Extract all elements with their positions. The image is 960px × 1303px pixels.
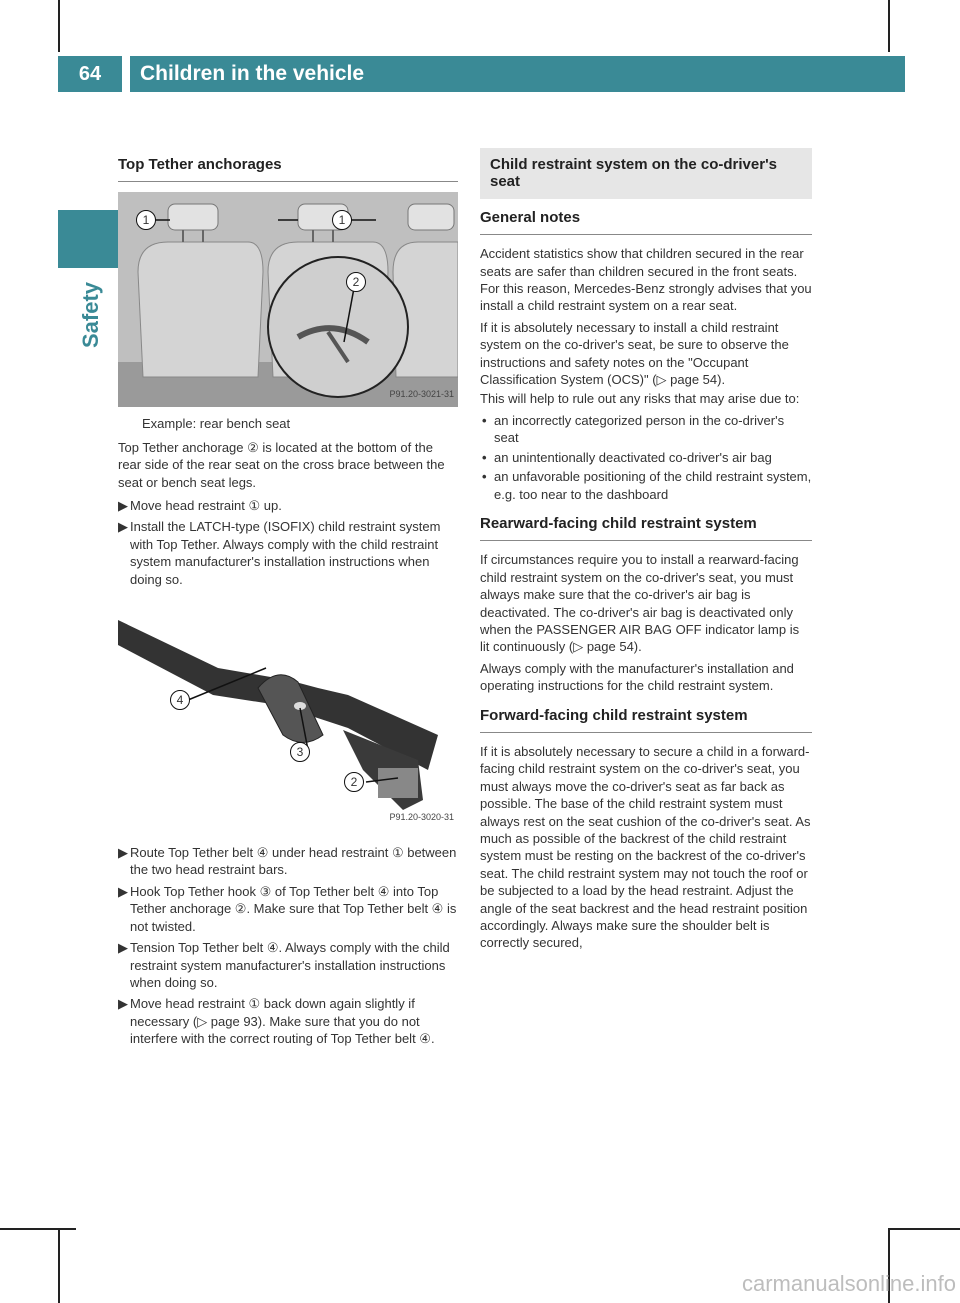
- paragraph: If it is absolutely necessary to secure a child in a forward-facing child restraint system on the co-driver's seat, you must always move the co-driver's seat as far back as possible. The base of the child restraint system must always rest on the seat cushion of the co-driver's seat. As much as possible of the backrest of the child restraint system must be resting on the backrest of the co-driver's seat. The child restraint system may not touch the roof or be subjected to a load by the head restraint. Adjust the angle of the seat backrest and the head restraint position accordingly. Always make sure the shoulder belt is correctly secured,: [480, 743, 811, 951]
- step-marker: ▶: [118, 940, 128, 956]
- left-column: [118, 148, 458, 1048]
- paragraph: If it is absolutely necessary to install a child restraint system on the co-driver's seat, be sure to observe the instructions and safety notes on the "Occupant Classification System (OCS)" (▷ page 54).: [480, 319, 789, 388]
- callout-2: 2: [344, 772, 364, 792]
- paragraph: Top Tether anchorage ② is located at the bottom of the rear side of the rear seat on the cross brace between the seat or bench seat legs.: [118, 439, 445, 490]
- list-item: [480, 449, 812, 466]
- section-heading: General notes: [480, 199, 812, 235]
- crop-mark: [58, 0, 60, 52]
- crop-mark: [888, 0, 890, 52]
- bullet-text: an unintentionally deactivated co-driver's air bag: [494, 449, 772, 465]
- crop-mark: [888, 1228, 960, 1230]
- step-list: [118, 497, 458, 588]
- crop-mark: [58, 1228, 60, 1303]
- list-item: [480, 412, 812, 447]
- callout-4: 4: [170, 690, 190, 710]
- step-text: Install the LATCH-type (ISOFIX) child restraint system with Top Tether. Always comply with the child restraint system manufacturer's installation instructions when doing so.: [130, 519, 441, 587]
- callout-1-left: 1: [136, 210, 156, 230]
- right-column: [480, 148, 812, 952]
- list-item: [118, 883, 458, 935]
- bullet: •: [482, 412, 487, 428]
- callout-1-right: 1: [332, 210, 352, 230]
- step-text: Route Top Tether belt ④ under head restraint ① between the two head restraint bars.: [130, 845, 457, 878]
- section-heading: Forward-facing child restraint system: [480, 695, 812, 733]
- callout-2: 2: [346, 272, 366, 292]
- rear-bench-illustration: [118, 192, 458, 407]
- step-marker: ▶: [118, 996, 128, 1012]
- bullet-list: [480, 412, 812, 503]
- page-title: Children in the vehicle: [140, 62, 365, 85]
- chapter-heading: Child restraint system on the co-driver's seat: [490, 156, 777, 191]
- step-text: Tension Top Tether belt ④. Always comply with the child restraint system manufacturer's installation instructions when doing so.: [130, 940, 450, 990]
- list-item: [480, 468, 812, 503]
- list-item: [118, 844, 458, 879]
- section-tab-label: Safety: [78, 281, 103, 349]
- paragraph: Accident statistics show that children secured in the rear seats are safer than children secured in the front seats. For this reason, Mercedes-Benz strongly advises that you install a child restraint system on a rear seat.: [480, 246, 812, 314]
- chapter-heading-box: [480, 148, 812, 199]
- paragraph: This will help to rule out any risks that may arise due to:: [480, 391, 800, 407]
- step-text: Move head restraint ① up.: [130, 498, 282, 514]
- callout-3: 3: [290, 742, 310, 762]
- paragraph: Always comply with the manufacturer's installation and operating instructions for the child restraint system.: [480, 660, 794, 694]
- list-item: [118, 995, 458, 1047]
- figure-rear-bench-seat: [118, 192, 458, 407]
- bullet-text: an unfavorable positioning of the child restraint system, e.g. too near to the dashboard: [494, 469, 812, 502]
- figure-code: P91.20-3021-31: [389, 389, 454, 399]
- page-number: 64: [78, 63, 102, 85]
- bullet: •: [482, 449, 487, 465]
- step-text: Hook Top Tether hook ③ of Top Tether belt ④ into Top Tether anchorage ②. Make sure that Top Tether belt ④ is not twisted.: [130, 883, 457, 934]
- step-list: [118, 844, 458, 1047]
- crop-mark: [0, 1228, 76, 1230]
- step-marker: ▶: [118, 845, 128, 861]
- figure-code: P91.20-3020-31: [389, 811, 454, 822]
- section-tab: [68, 270, 114, 360]
- list-item: [118, 518, 458, 588]
- bullet-text: an incorrectly categorized person in the co-driver's seat: [494, 412, 785, 446]
- paragraph: If circumstances require you to install a rearward-facing child restraint system on the co-driver's seat, you must always make sure that the co-driver's air bag is deactivated. The co-driver's air bag is deactivated only when the PASSENGER AIR BAG OFF indicator lamp is lit continuously (▷ page 54).: [480, 552, 800, 655]
- section-heading: Top Tether anchorages: [118, 148, 458, 182]
- watermark: carmanualsonline.info: [741, 1271, 956, 1296]
- section-tab-marker: [58, 210, 122, 268]
- step-marker: ▶: [118, 883, 128, 899]
- step-text: Move head restraint ① back down again slightly if necessary (▷ page 93). Make sure that you do not interfere with the correct routing of Top Tether belt ④.: [130, 996, 435, 1047]
- step-marker: ▶: [118, 498, 128, 514]
- step-marker: ▶: [118, 519, 128, 535]
- section-heading: Rearward-facing child restraint system: [480, 503, 812, 541]
- tether-hook-illustration: [118, 610, 458, 830]
- list-item: [118, 497, 458, 514]
- figure-top-tether-hook: [118, 610, 458, 830]
- list-item: [118, 939, 458, 991]
- figure-caption: Example: rear bench seat: [142, 416, 291, 432]
- bullet: •: [482, 469, 487, 485]
